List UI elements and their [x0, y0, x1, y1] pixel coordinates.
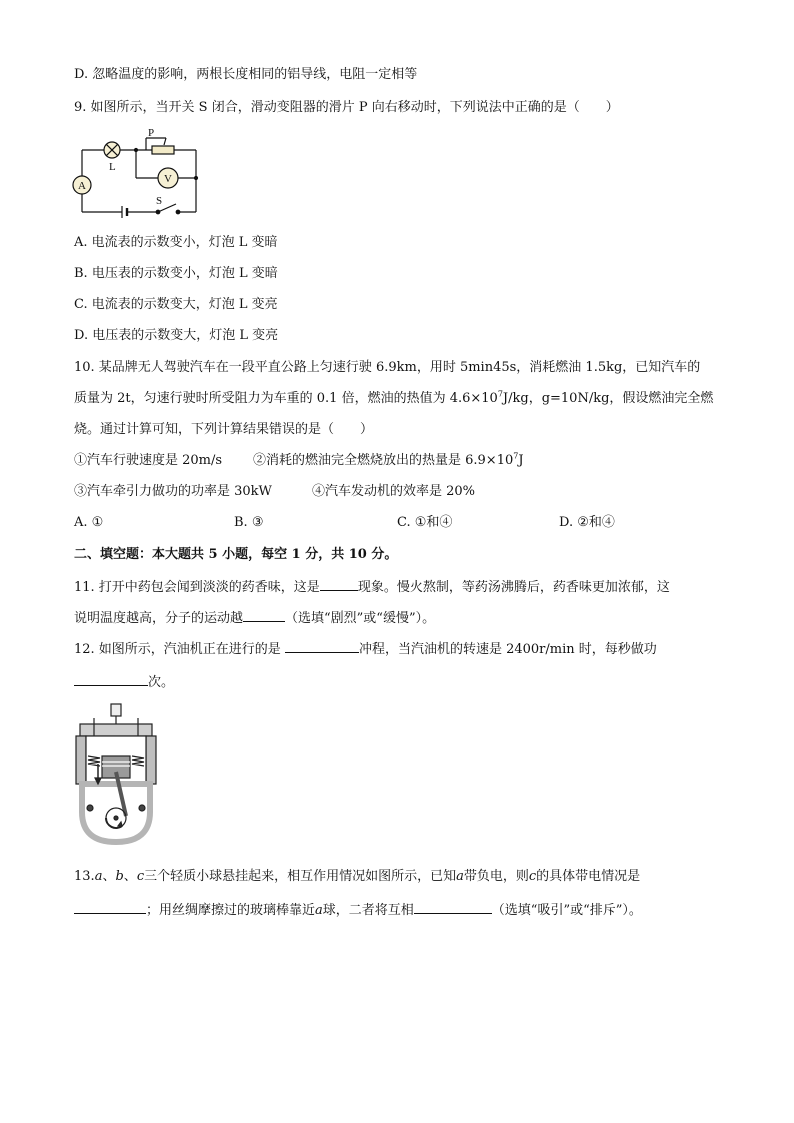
q12-line-2: 次。: [74, 673, 174, 691]
q9-option-a: A. 电流表的示数变小，灯泡 L 变暗: [74, 235, 278, 250]
q9-stem: 9. 如图所示，当开关 S 闭合，滑动变阻器的滑片 P 向右移动时，下列说法中正确的是（ ）: [74, 100, 619, 115]
q10-line-2: 质量为 2t，匀速行驶时所受阻力为车重的 0.1 倍，燃油的热值为 $4.6\times 10^7J/kg$，g=10N/kg，假设燃油完全燃: [74, 389, 714, 406]
q10-option-a: A. ①: [74, 515, 104, 530]
q10-option-c: C. ①和④: [397, 515, 453, 530]
q12-engine-diagram: [72, 700, 162, 850]
q12-blank-2[interactable]: [74, 673, 148, 686]
q11-line-1: 11. 打开中药包会闻到淡淡的药香味，这是 现象。慢火熬制，等药汤沸腾后，药香味更加浓郁，这: [74, 580, 670, 595]
q11-blank-2[interactable]: [243, 609, 285, 622]
q13-line-2: ；用丝绸摩擦过的玻璃棒靠近a球，二者将互相 （选填“吸引”或“排斥”）。: [74, 901, 642, 919]
q10-option-b: B. ③: [234, 515, 264, 530]
q9-label-s: S: [156, 195, 163, 207]
q10-statement-2: ②消耗的燃油完全燃烧放出的热量是 $6.9\times 10^7J$: [253, 451, 524, 468]
q13-line-1: 13.a、b、c三个轻质小球悬挂起来，相互作用情况如图所示，已知a带负电，则c的具体带电情况是: [74, 869, 641, 884]
q11-blank-1[interactable]: [320, 578, 358, 591]
q9-option-b: B. 电压表的示数变小，灯泡 L 变暗: [74, 266, 278, 281]
section-2-heading: 二、填空题：本大题共 5 小题，每空 1 分，共 10 分。: [74, 547, 398, 562]
q9-option-c: C. 电流表的示数变大，灯泡 L 变亮: [74, 297, 278, 312]
q9-circuit-diagram: [72, 128, 202, 218]
q10-statement-4: ④汽车发动机的效率是 20%: [312, 484, 476, 499]
q10-statement-3: ③汽车牵引力做功的功率是 30kW: [74, 484, 272, 499]
q11-line-2: 说明温度越高，分子的运动越 （选填“剧烈”或“缓慢”）。: [74, 611, 436, 626]
q9-option-d: D. 电压表的示数变大，灯泡 L 变亮: [74, 328, 279, 343]
q13-blank-1[interactable]: [74, 901, 146, 914]
q9-label-p: P: [148, 128, 155, 139]
q9-label-l: L: [109, 161, 116, 173]
q10-line-1: 10. 某品牌无人驾驶汽车在一段平直公路上匀速行驶 6.9km，用时 5min45s，消耗燃油 1.5kg，已知汽车的: [74, 360, 701, 375]
q10-option-d: D. ②和④: [559, 515, 615, 530]
q13-blank-2[interactable]: [414, 901, 492, 914]
q10-statement-1: ①汽车行驶速度是 20m/s: [74, 453, 223, 468]
q12-line-1: 12. 如图所示，汽油机正在进行的是 冲程，当汽油机的转速是 2400r/min 时，每秒做功: [74, 642, 657, 657]
q10-line-3: 烧。通过计算可知，下列计算结果错误的是（ ）: [74, 422, 374, 437]
q8-option-d: D. 忽略温度的影响，两根长度相同的铝导线，电阻一定相等: [74, 67, 418, 82]
q9-label-a: A: [78, 180, 86, 192]
q12-blank-1[interactable]: [285, 640, 359, 653]
q9-label-v: V: [164, 173, 172, 185]
